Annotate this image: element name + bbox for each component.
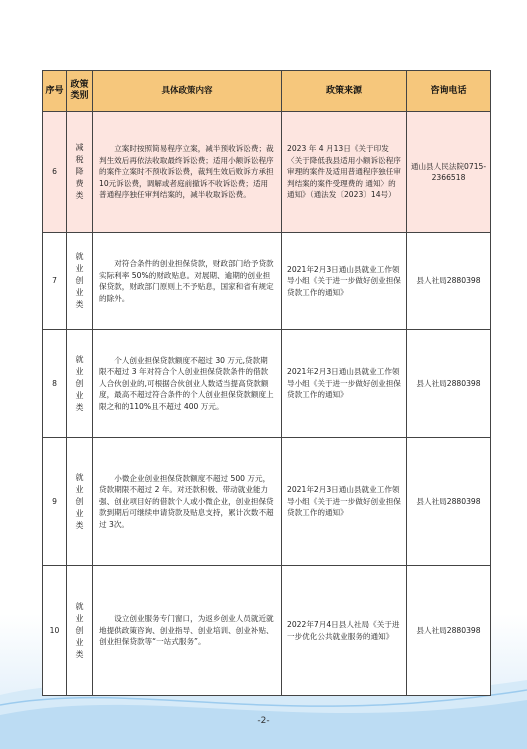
category-text: 就业创业类 [75,601,84,659]
table-row [43,233,491,330]
row-source: 2021年2月3日通山县就业工作领导小组《关于进一步做好创业担保贷款工作的通知》 [282,330,407,438]
row-source: 2021年2月3日通山县就业工作领导小组《关于进一步做好创业担保贷款工作的通知》 [282,233,407,330]
row-number: 6 [43,112,67,233]
row-source: 2023 年 4 月13日《关于印发〈关于降低我县适用小额诉讼程序审理的案件及适用普通程序独任审判结案的案件受理费的 通知〉的通知》（通法发〔2023〕14号） [282,112,407,233]
category-text: 就业创业类 [75,472,84,530]
content-text: 个人创业担保贷款额度不超过 30 万元,贷款期限不超过 3 年对符合个人创业担保贷款条件的借款人合伙创业的,可根据合伙创业人数适当提高贷款额度，最高不超过符合条件的个人创业担保贷款额度上限之和的110%且不超过 400 万元。 [99,355,274,411]
row-phone: 通山县人民法院0715-2366518 [407,112,491,233]
content-text: 对符合条件的创业担保贷款，财政部门给予贷款实际利率 50%的财政贴息。对展期、逾期的创业担保贷款，财政部门原则上不予贴息，国家和省有规定的除外。 [99,259,274,303]
row-content [93,233,282,330]
page-number: -2- [257,716,270,726]
table-row [43,566,491,696]
row-number: 10 [43,566,67,696]
row-category [67,438,93,566]
content-text: 小微企业创业担保贷款额度不超过 500 万元，贷款期限不超过 2 年。对还款积极、带动就业能力强、创业项目好的借款个人或小微企业，创业担保贷款到期后可继续申请贷款及贴息支持，累计次数不超过 3次。 [99,473,274,529]
table-row [43,112,491,233]
category-text: 就业创业类 [75,354,84,412]
row-number: 9 [43,438,67,566]
row-phone: 县人社局2880398 [407,330,491,438]
row-source: 2021年2月3日通山县就业工作领导小组《关于进一步做好创业担保贷款工作的通知》 [282,438,407,566]
row-content [93,438,282,566]
table-header-row [43,71,491,112]
row-number: 8 [43,330,67,438]
table-row [43,330,491,438]
row-content [93,330,282,438]
row-category [67,330,93,438]
category-text: 减税降费类 [75,143,84,200]
row-phone: 县人社局2880398 [407,438,491,566]
header-phone: 咨询电话 [407,71,491,112]
row-content [93,566,282,696]
header-category: 政策类别 [67,71,93,112]
policy-table [42,70,491,696]
row-number: 7 [43,233,67,330]
header-content: 具体政策内容 [93,71,282,112]
row-phone: 县人社局2880398 [407,233,491,330]
content-text: 立案时按照简易程序立案，减半预收诉讼费；裁判生效后再依法收取最终诉讼费；适用小额诉讼程序的案件立案时不预收诉讼费，裁判生效后败诉方承担10元诉讼费，调解或者庭前撤诉不收诉讼费；适用普通程序独任审判结案的，减半收取诉讼费。 [99,144,274,200]
row-category [67,233,93,330]
row-content [93,112,282,233]
category-text: 就业创业类 [75,252,84,309]
content-text: 设立创业服务专门窗口，为返乡创业人员就近就地提供政策咨询、创业指导、创业培训、创业补贴、创业担保贷款等“一站式服务”。 [99,614,274,647]
table-row [43,438,491,566]
row-source: 2022年7月4日县人社局《关于进一步优化公共就业服务的通知》 [282,566,407,696]
row-phone: 县人社局2880398 [407,566,491,696]
row-category [67,566,93,696]
header-source: 政策来源 [282,71,407,112]
row-category [67,112,93,233]
header-no: 序号 [43,71,67,112]
